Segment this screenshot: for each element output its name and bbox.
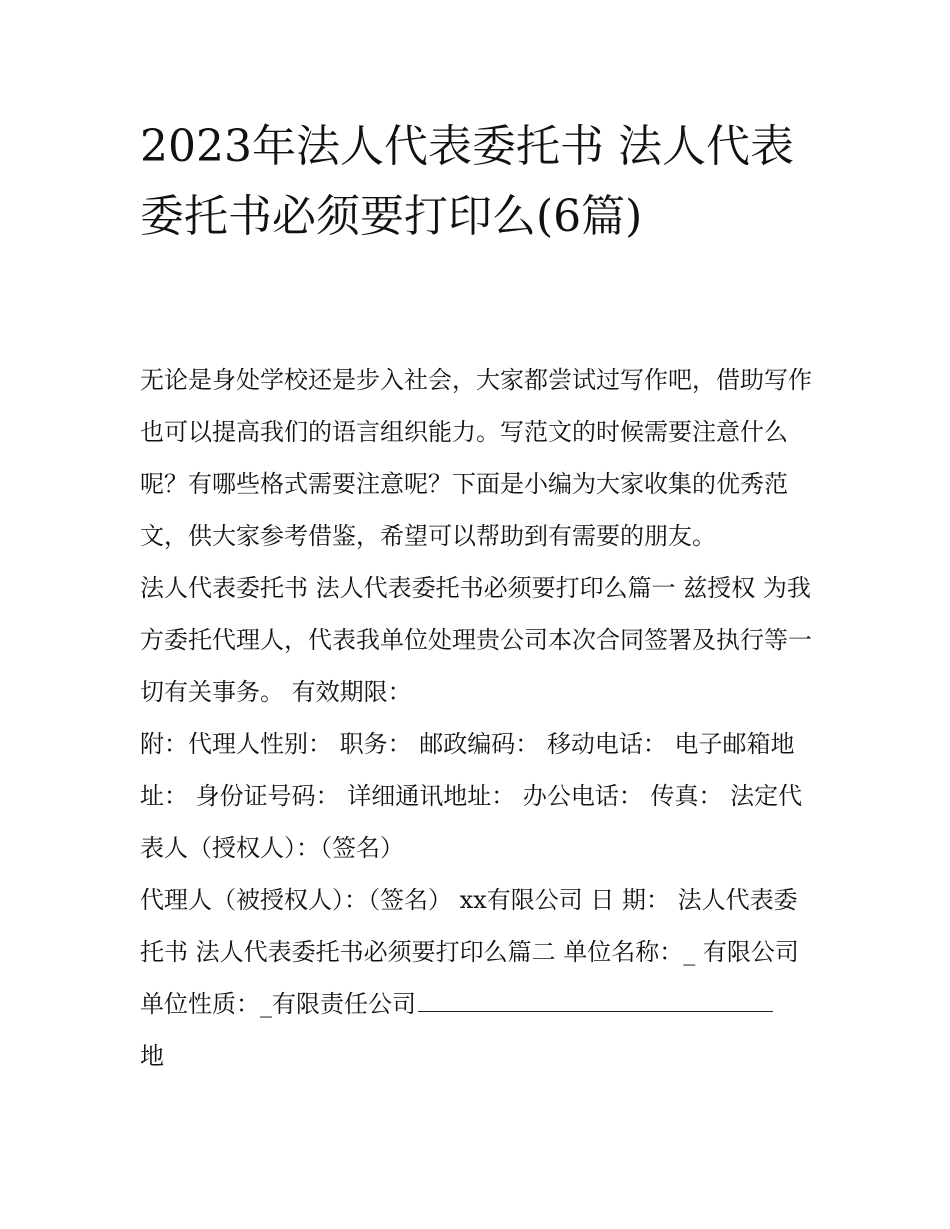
document-body (140, 354, 820, 1082)
section-one-paragraph: 法人代表委托书 法人代表委托书必须要打印么篇一 兹授权 为我方委托代理人，代表我单位处理贵公司本次合同签署及执行等一切有关事务。 有效期限： (140, 574, 812, 706)
unit-nature-text: 单位性质：_有限责任公司 (140, 990, 416, 1018)
attachment-fields-paragraph: 附：代理人性别： 职务： 邮政编码： 移动电话： 电子邮箱地址： 身份证号码： 详细通讯地址： 办公电话： 传真： 法定代表人（授权人）：（签名） (140, 730, 803, 862)
blank-underline (418, 985, 773, 1012)
section-two-paragraph: 代理人（被授权人）：（签名） xx有限公司 日 期： 法人代表委托书 法人代表委托书必须要打印么篇二 单位名称：_ 有限公司 (140, 886, 799, 966)
address-line: 地 (140, 1042, 164, 1070)
document-title: 2023年法人代表委托书 法人代表委托书必须要打印么(6篇) (140, 121, 794, 242)
unit-nature-line (140, 978, 820, 1030)
intro-paragraph: 无论是身处学校还是步入社会，大家都尝试过写作吧，借助写作也可以提高我们的语言组织能力。写范文的时候需要注意什么呢？有哪些格式需要注意呢？下面是小编为大家收集的优秀范文，供大家参考借鉴，希望可以帮助到有需要的朋友。 (140, 366, 812, 550)
